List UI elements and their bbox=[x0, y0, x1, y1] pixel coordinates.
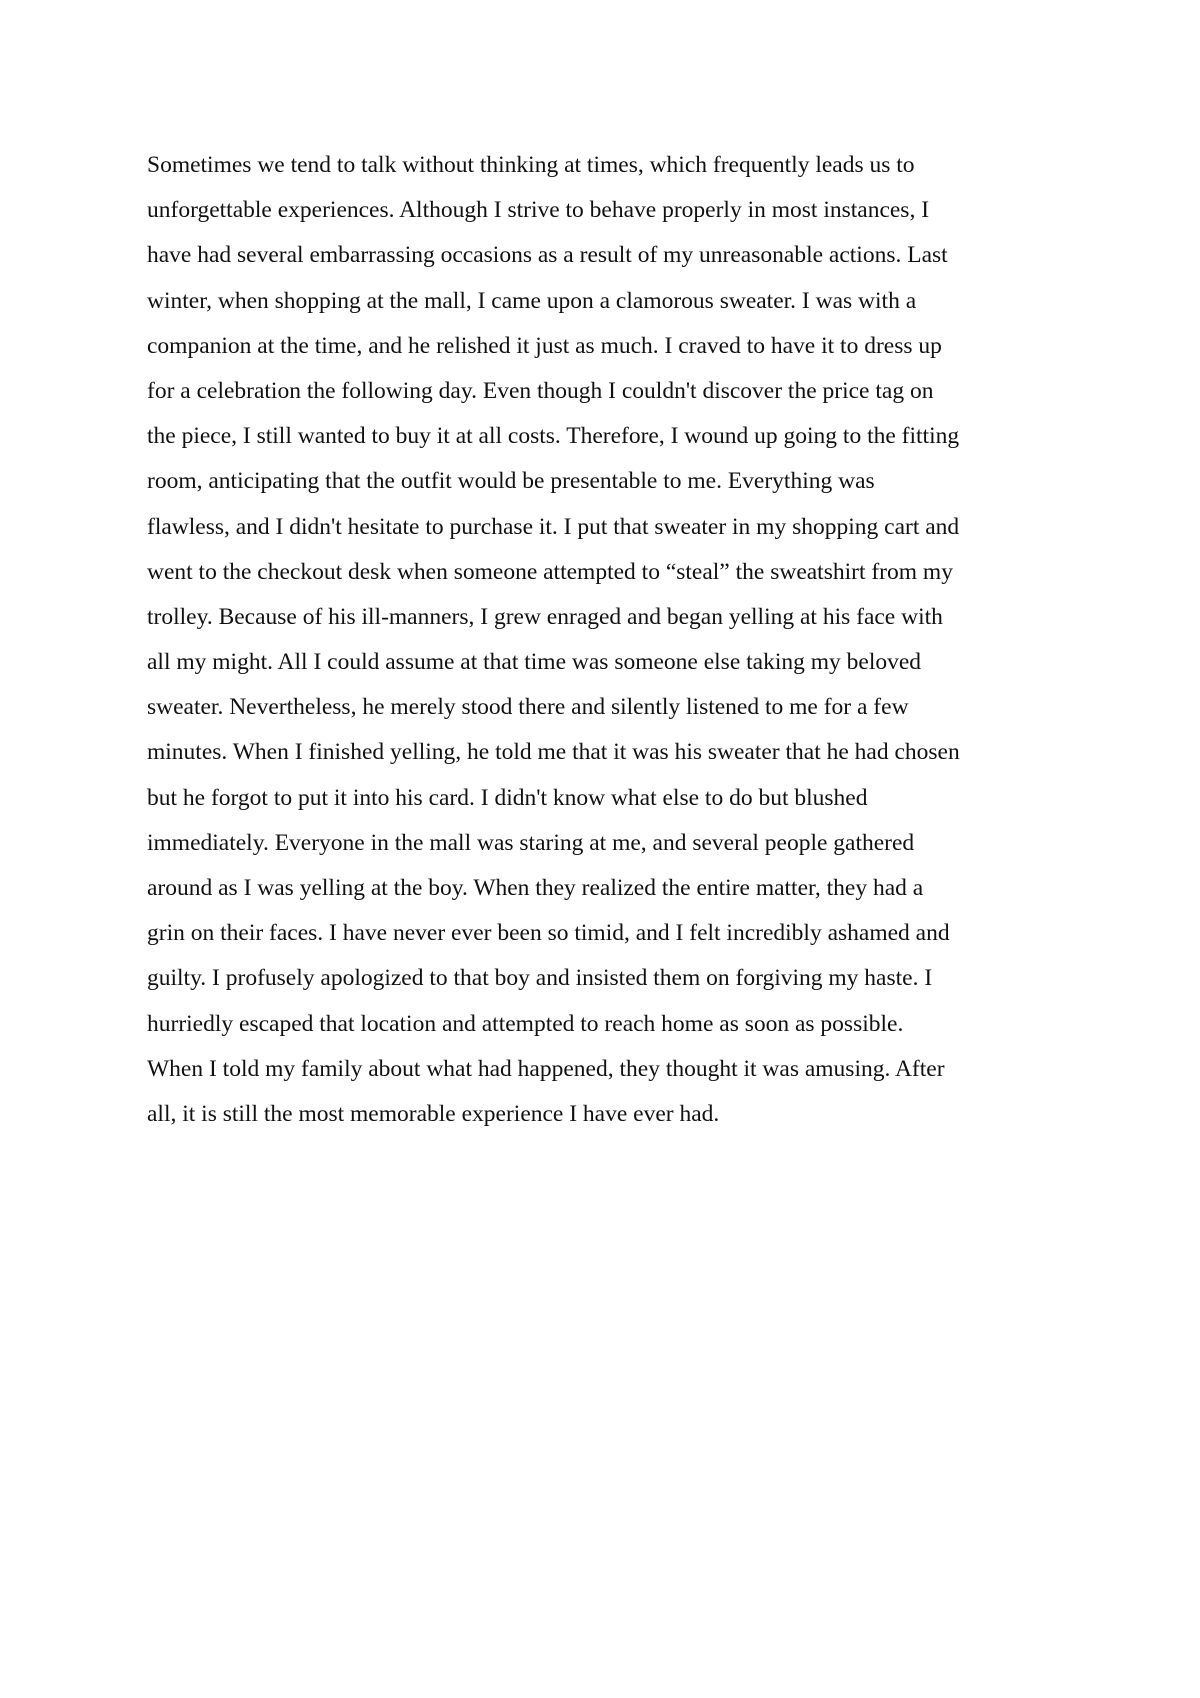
text-line: immediately. Everyone in the mall was staring at me, and several people gathered bbox=[147, 829, 915, 856]
text-line: companion at the time, and he relished it just as much. I craved to have it to dress up bbox=[147, 332, 942, 359]
text-line: unforgettable experiences. Although I strive to behave properly in most instances, I bbox=[147, 197, 930, 224]
text-line: all, it is still the most memorable experience I have ever had. bbox=[147, 1100, 720, 1127]
text-line: minutes. When I finished yelling, he told me that it was his sweater that he had chosen bbox=[147, 739, 960, 766]
text-line: grin on their faces. I have never ever been so timid, and I felt incredibly ashamed and bbox=[147, 920, 950, 947]
text-line: around as I was yelling at the boy. When they realized the entire matter, they had a bbox=[147, 875, 924, 901]
text-line: hurriedly escaped that location and attempted to reach home as soon as possible. bbox=[147, 1010, 904, 1037]
text-line: guilty. I profusely apologized to that boy and insisted them on forgiving my haste. I bbox=[147, 965, 933, 992]
text-line: the piece, I still wanted to buy it at all costs. Therefore, I wound up going to the fitting bbox=[147, 423, 960, 450]
text-line: Sometimes we tend to talk without thinking at times, which frequently leads us to bbox=[147, 152, 915, 178]
text-line: winter, when shopping at the mall, I came upon a clamorous sweater. I was with a bbox=[147, 287, 917, 314]
essay-paragraph bbox=[147, 143, 1087, 1137]
text-line: When I told my family about what had happened, they thought it was amusing. After bbox=[147, 1055, 945, 1082]
text-line: all my might. All I could assume at that time was someone else taking my beloved bbox=[147, 649, 922, 676]
text-line: sweater. Nevertheless, he merely stood there and silently listened to me for a few bbox=[147, 694, 909, 721]
text-line: room, anticipating that the outfit would be presentable to me. Everything was bbox=[147, 468, 875, 495]
text-line: went to the checkout desk when someone attempted to “steal” the sweatshirt from my bbox=[147, 558, 953, 585]
text-line: flawless, and I didn't hesitate to purchase it. I put that sweater in my shopping cart and bbox=[147, 513, 960, 540]
text-line: trolley. Because of his ill-manners, I grew enraged and began yelling at his face with bbox=[147, 603, 943, 630]
text-line: but he forgot to put it into his card. I didn't know what else to do but blushed bbox=[147, 784, 868, 811]
text-line: have had several embarrassing occasions as a result of my unreasonable actions. Last bbox=[147, 242, 948, 269]
text-line: for a celebration the following day. Even though I couldn't discover the price tag on bbox=[147, 377, 934, 404]
